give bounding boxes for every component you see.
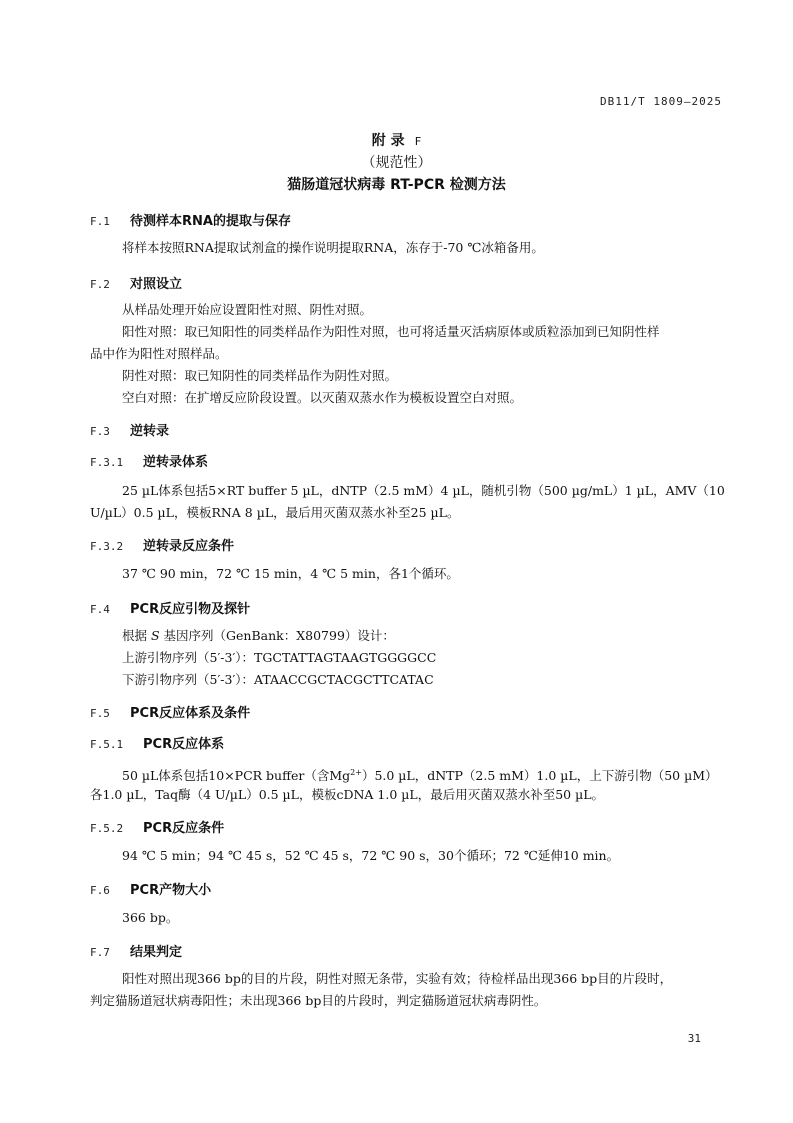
heading-number: F.2 bbox=[90, 278, 110, 291]
heading-title: 待测样本RNA的提取与保存 bbox=[130, 214, 291, 229]
heading-f5 bbox=[90, 702, 250, 721]
heading-f3-1 bbox=[90, 451, 208, 470]
paragraph: 94 ℃ 5 min；94 ℃ 45 s，52 ℃ 45 s，72 ℃ 90 s，30个循环；72 ℃延伸10 min。 bbox=[122, 848, 620, 863]
paragraph: 空白对照：在扩增反应阶段设置。以灭菌双蒸水作为模板设置空白对照。 bbox=[122, 390, 523, 405]
paragraph: 将样本按照RNA提取试剂盒的操作说明提取RNA，冻存于-70 ℃冰箱备用。 bbox=[122, 240, 544, 255]
heading-title: 对照设立 bbox=[130, 277, 183, 292]
heading-f2 bbox=[90, 273, 182, 292]
heading-title: PCR反应体系 bbox=[143, 737, 225, 752]
heading-f1 bbox=[90, 210, 291, 229]
appendix-letter: F bbox=[414, 135, 422, 148]
heading-number: F.3 bbox=[90, 425, 110, 438]
appendix-type: （规范性） bbox=[361, 155, 432, 171]
heading-title: 结果判定 bbox=[130, 945, 183, 960]
heading-title: PCR反应条件 bbox=[143, 821, 225, 836]
paragraph: 阳性对照出现366 bp的目的片段，阴性对照无条带，实验有效；待检样品出现366 bp目的片段时， bbox=[122, 971, 673, 986]
heading-f3 bbox=[90, 420, 169, 439]
text-run: 根据 bbox=[122, 628, 151, 643]
paragraph: 阴性对照：取已知阴性的同类样品作为阴性对照。 bbox=[122, 368, 398, 383]
heading-number: F.7 bbox=[90, 946, 110, 959]
heading-number: F.3.1 bbox=[90, 456, 124, 469]
paragraph: 37 ℃ 90 min，72 ℃ 15 min，4 ℃ 5 min，各1个循环。 bbox=[122, 566, 459, 581]
paragraph-continuation: 各1.0 µL，Taq酶（4 U/µL）0.5 µL，模板cDNA 1.0 µL，最后用灭菌双蒸水补至50 µL。 bbox=[90, 787, 605, 802]
heading-f5-1 bbox=[90, 733, 224, 752]
heading-number: F.6 bbox=[90, 884, 110, 897]
heading-f3-2 bbox=[90, 535, 234, 554]
appendix-title: 猫肠道冠状病毒 RT-PCR 检测方法 bbox=[287, 177, 506, 193]
heading-number: F.1 bbox=[90, 215, 110, 228]
heading-number: F.4 bbox=[90, 603, 110, 616]
paragraph-continuation: 判定猫肠道冠状病毒阳性；未出现366 bp目的片段时，判定猫肠道冠状病毒阴性。 bbox=[90, 993, 547, 1008]
paragraph-continuation: U/µL）0.5 µL，模板RNA 8 µL，最后用灭菌双蒸水补至25 µL。 bbox=[90, 505, 460, 520]
heading-title: PCR反应体系及条件 bbox=[130, 706, 251, 721]
primer-forward: 上游引物序列（5′-3′）：TGCTATTAGTAAGTGGGGCC bbox=[122, 650, 437, 665]
heading-number: F.3.2 bbox=[90, 540, 124, 553]
superscript: 2+ bbox=[350, 768, 362, 777]
heading-title: 逆转录反应条件 bbox=[143, 539, 235, 554]
paragraph: 阳性对照：取已知阳性的同类样品作为阳性对照，也可将适量灭活病原体或质粒添加到已知阴性样 bbox=[122, 324, 660, 339]
heading-title: PCR产物大小 bbox=[130, 883, 212, 898]
appendix-word: 附 录 bbox=[371, 133, 405, 149]
heading-number: F.5.2 bbox=[90, 822, 124, 835]
paragraph: 从样品处理开始应设置阳性对照、阴性对照。 bbox=[122, 302, 373, 317]
text-run: 50 µL体系包括10×PCR buffer（含Mg bbox=[122, 768, 351, 784]
heading-f5-2 bbox=[90, 817, 224, 836]
appendix-label bbox=[0, 130, 793, 150]
heading-f7 bbox=[90, 941, 182, 960]
heading-title: 逆转录 bbox=[130, 424, 170, 439]
heading-number: F.5.1 bbox=[90, 738, 124, 751]
paragraph bbox=[90, 625, 754, 647]
text-run: ）5.0 µL，dNTP（2.5 mM）1.0 µL，上下游引物（50 µM） bbox=[361, 768, 718, 784]
paragraph: 366 bp。 bbox=[122, 910, 179, 925]
heading-title: 逆转录体系 bbox=[143, 455, 209, 470]
primer-reverse: 下游引物序列（5′-3′）：ATAACCGCTACGCTTCATAC bbox=[122, 672, 434, 687]
standard-number: DB11/T 1809—2025 bbox=[600, 95, 722, 108]
heading-number: F.5 bbox=[90, 707, 110, 720]
gene-name: S bbox=[150, 628, 160, 643]
heading-f6 bbox=[90, 879, 211, 898]
text-run: 基因序列（GenBank：X80799）设计： bbox=[159, 628, 395, 643]
heading-f4 bbox=[90, 598, 250, 617]
paragraph-continuation: 品中作为阳性对照样品。 bbox=[90, 346, 228, 361]
page-number: 31 bbox=[687, 1032, 701, 1045]
paragraph: 25 µL体系包括5×RT buffer 5 µL，dNTP（2.5 mM）4 µL，随机引物（500 µg/mL）1 µL，AMV（10 bbox=[122, 483, 725, 498]
heading-title: PCR反应引物及探针 bbox=[130, 602, 251, 617]
